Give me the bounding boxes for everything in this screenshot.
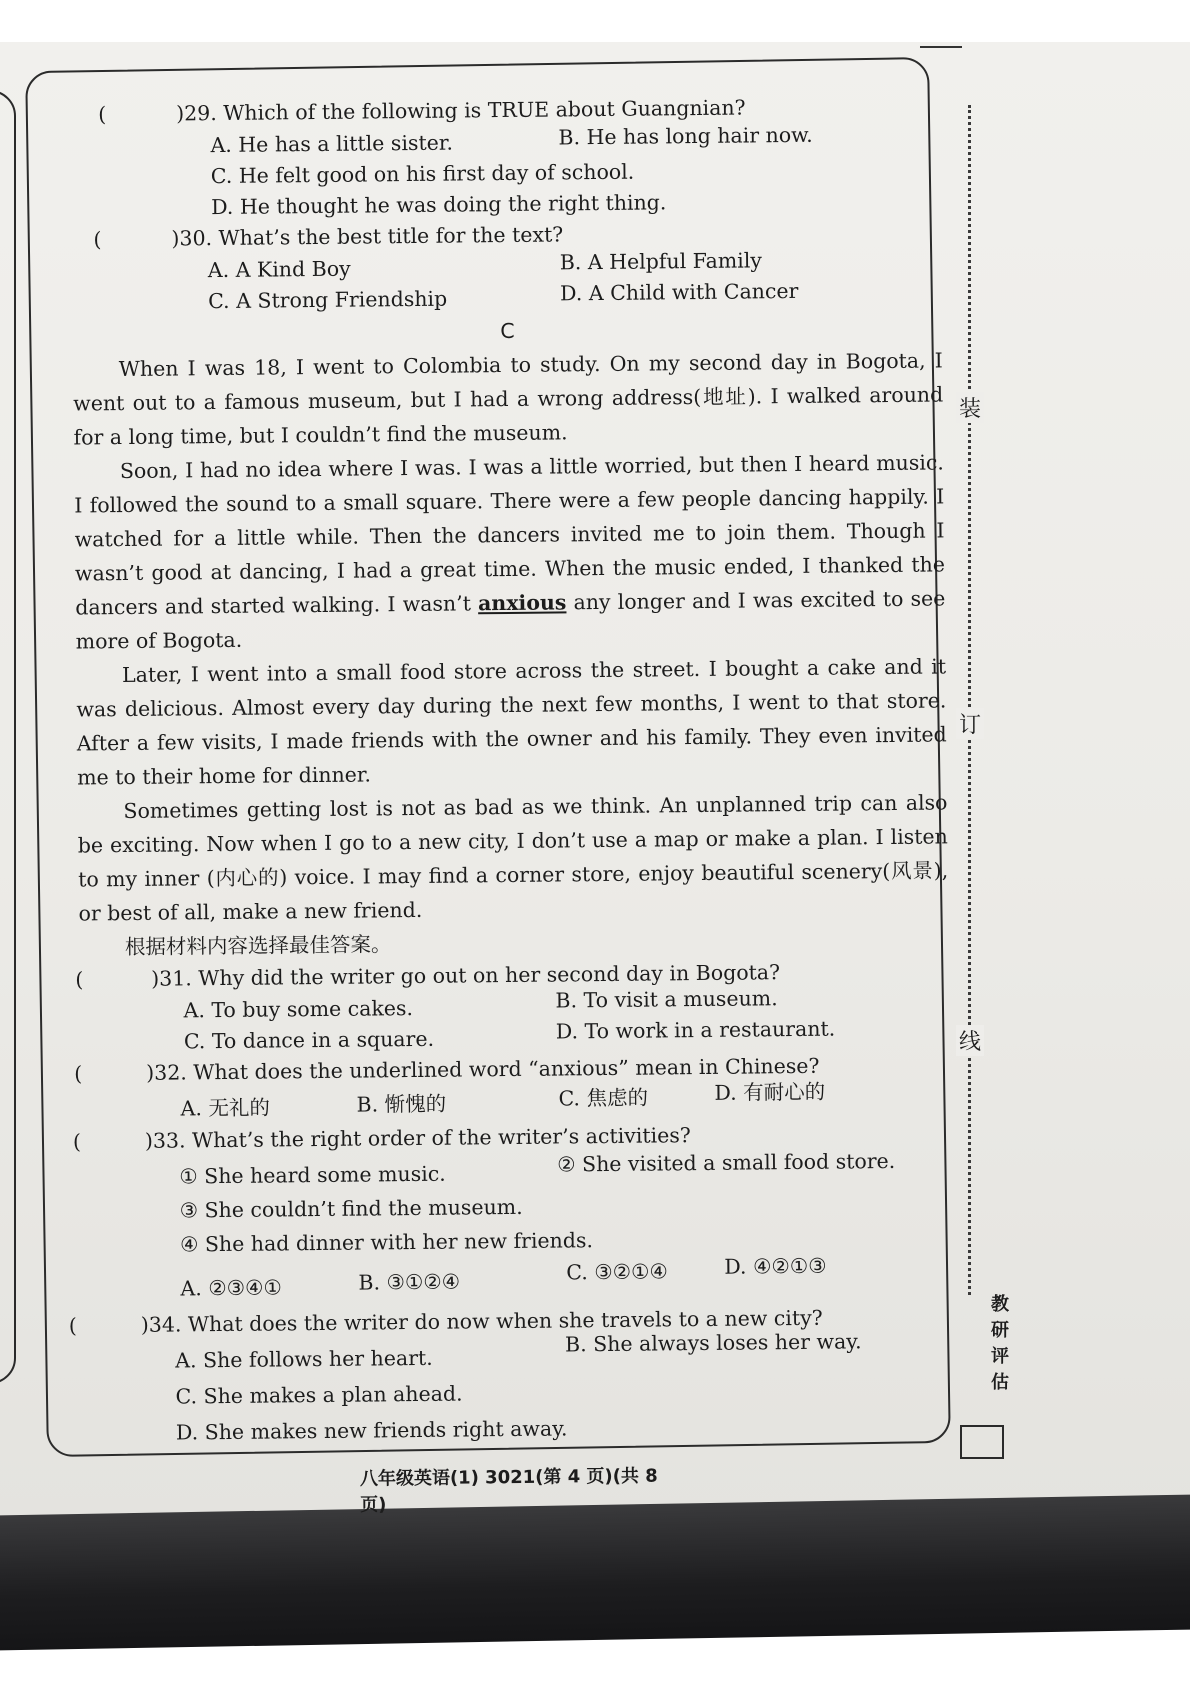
answer-paren-close: ) [144,1128,154,1153]
page-footer: 八年级英语(1) 3021(第 4 页)(共 8 页) [359,1465,658,1516]
question-text: 32. What does the underlined word “anxious” mean in Chinese? [154,1053,820,1085]
binding-mark-xian: 线 [956,1025,984,1056]
option-d: D. She makes new friends right away. [175,1416,568,1445]
paragraph-text: Soon, I had no idea where I was. I was a little worried, but then I heard music. I followed the sound to a small square. There were a few people dancing happily. I watched for a little while. Then the dancers invited me to join them. Though I wasn’t good at dancing, I had a great time. When the music ended, I thanked the dancers and started walking. I wasn’t [74,450,946,620]
option-b: B. ③①②④ [358,1269,461,1295]
answer-paren-close: ) [146,1060,155,1085]
answer-paren-open: ( [93,227,102,252]
passage-paragraph-3: Later, I went into a small food store across the street. I bought a cake and it was delicious. Almost every day during the next few months, I went to that store. After a few visits, I made friends with the owner and his family. They even invited me to their home for dinner. [76,654,947,790]
activity-item-4: ④ She had dinner with her new friends. [179,1228,594,1257]
option-c: C. A Strong Friendship [208,286,448,314]
option-c: C. To dance in a square. [183,1026,435,1054]
binding-mark-zhuang: 装 [956,392,984,423]
option-d: D. ④②①③ [724,1253,827,1279]
option-a: A. A Kind Boy [207,256,351,283]
question-text: 33. What’s the right order of the writer’s activities? [152,1123,691,1153]
option-b: B. She always loses her way. [564,1329,862,1357]
answer-paren-close: ) [171,226,180,251]
question-text: 29. Which of the following is TRUE about Guangnian? [184,95,746,126]
passage-paragraph-1: When I was 18, I went to Colombia to study. On my second day in Bogota, I went out to a famous museum, but I had a wrong address(地址). I walked around for a long time, but I couldn’t find the museum. [73,348,944,450]
option-a: A. ②③④① [180,1275,282,1301]
background-surface [0,1495,1190,1651]
exam-content [68,90,954,1445]
option-c: C. 焦虑的 [558,1085,649,1111]
paragraph-text: any longer and I was excited to see more of Bogota. [75,586,946,654]
question-text: 34. What does the writer do now when she travels to a new city? [148,1305,823,1337]
option-b: B. 惭愧的 [356,1091,447,1117]
question-text: 30. What’s the best title for the text? [179,222,564,251]
stamp-text: 教 研 评 估 [991,1294,1009,1393]
underlined-word: anxious [477,590,567,616]
option-b: B. He has long hair now. [558,122,813,150]
passage-paragraph-2 [74,445,946,658]
option-c: C. He felt good on his first day of school. [210,159,635,189]
answer-paren-open: ( [74,1061,83,1086]
option-d: D. A Child with Cancer [559,278,799,306]
binding-dotted-line [968,105,971,1295]
top-right-mark [920,30,962,48]
answer-paren-close: ) [151,966,160,991]
option-a: A. To buy some cakes. [183,996,414,1023]
option-c: C. ③②①④ [566,1259,668,1285]
answer-paren-close: ) [176,101,185,126]
section-label: C [500,318,515,344]
passage-paragraph-4: Sometimes getting lost is not as bad as we think. An unplanned trip can also be exciting. Now when I go to a new city, I don’t use a map or make a plan. I listen to my inner (内心的) voice. I may find a corner store, enjoy beautiful scenery(风景), or best of all, make a new friend. [77,790,949,926]
binding-mark-ding: 订 [956,708,984,739]
option-d: D. To work in a restaurant. [555,1016,836,1044]
option-d: D. He thought he was doing the right thing. [211,190,667,220]
option-a: A. 无礼的 [180,1095,271,1121]
adjacent-page-edge [0,90,16,1384]
activity-item-3: ③ She couldn’t find the museum. [179,1194,523,1223]
answer-paren-open: ( [72,1129,82,1154]
answer-paren-open: ( [68,1313,77,1338]
answer-paren-open: ( [98,102,107,127]
answer-paren-open: ( [75,967,84,992]
option-a: A. She follows her heart. [175,1345,433,1373]
option-c: C. She makes a plan ahead. [175,1381,463,1409]
option-d: D. 有耐心的 [714,1079,826,1105]
instruction: 根据材料内容选择最佳答案。 [124,932,392,960]
option-a: A. He has a little sister. [210,130,454,158]
answer-paren-close: ) [140,1312,149,1337]
question-text: 31. Why did the writer go out on her second day in Bogota? [159,960,781,991]
option-b: B. To visit a museum. [555,986,778,1013]
activity-item-1: ① She heard some music. [179,1161,446,1189]
option-b: B. A Helpful Family [559,248,763,275]
score-box [960,1425,1004,1459]
activity-item-2: ② She visited a small food store. [557,1148,896,1177]
